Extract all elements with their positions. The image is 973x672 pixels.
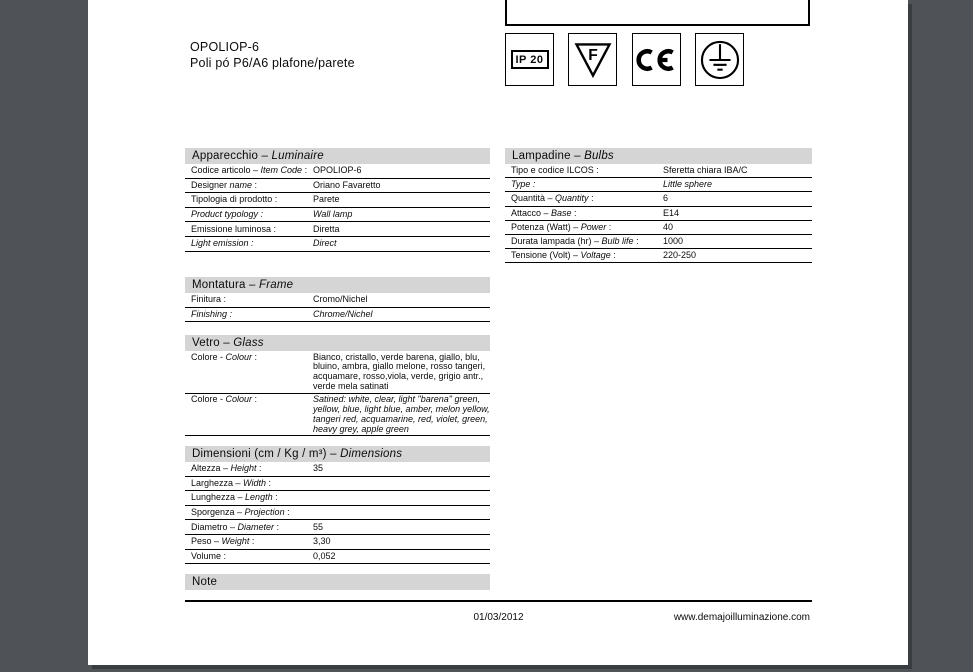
ip-rating-label: IP 20 — [511, 50, 549, 69]
table-row: Lunghezza – Length : — [185, 491, 490, 506]
table-row: Light emission : Direct — [185, 237, 490, 252]
table-row: Volume : 0,052 — [185, 550, 490, 565]
table-row: Diametro – Diameter : 55 — [185, 520, 490, 535]
f-mark-letter: F — [587, 46, 598, 64]
f-mark-icon — [568, 33, 617, 86]
table-row: Quantità – Quantity : 6 — [505, 192, 812, 206]
product-code: OPOLIOP-6 — [190, 40, 260, 54]
table-row: Peso – Weight : 3,30 — [185, 535, 490, 550]
table-row: Larghezza – Width : — [185, 477, 490, 492]
table-glass — [185, 335, 490, 436]
footer-date: 01/03/2012 — [473, 612, 524, 623]
table-row: Type : Little sphere — [505, 178, 812, 192]
table-luminaire — [185, 148, 490, 252]
section-header-bulbs: Lampadine – Bulbs — [505, 148, 812, 164]
section-header-glass: Vetro – Glass — [185, 335, 490, 351]
ip20-icon — [505, 33, 554, 86]
table-row: Colore - Colour : Satined: white, clear, light "barena" green, yellow, blue, light blue, amber, melon yellow, tangeri red, acquamarine, red, violet, green, heavy grey, apple green — [185, 394, 490, 437]
table-row: Tipologia di prodotto : Parete — [185, 193, 490, 208]
table-row: Potenza (Watt) – Power : 40 — [505, 221, 812, 235]
footer-website: www.demajoilluminazione.com — [673, 612, 810, 623]
table-note — [185, 574, 490, 590]
table-row: Tensione (Volt) – Voltage : 220-250 — [505, 249, 812, 263]
table-row: Colore - Colour : Bianco, cristallo, verde barena, giallo, blu, bluino, ambra, giallo melone, rosso tangeri, acquamare, rosso,viola, verde, grigio antr., verde mela satinati — [185, 351, 490, 394]
table-row: Tipo e codice ILCOS : Sferetta chiara IBA/C — [505, 164, 812, 178]
table-row: Product typology : Wall lamp — [185, 208, 490, 223]
table-row: Durata lampada (hr) – Bulb life : 1000 — [505, 235, 812, 249]
table-bulbs — [505, 148, 812, 263]
logo-box — [505, 0, 810, 26]
table-row: Sporgenza – Projection : — [185, 506, 490, 521]
table-row: Codice articolo – Item Code : OPOLIOP-6 — [185, 164, 490, 179]
table-frame — [185, 277, 490, 322]
footer-divider — [185, 600, 812, 602]
table-row: Finishing : Chrome/Nichel — [185, 308, 490, 323]
table-row: Altezza – Height : 35 — [185, 462, 490, 477]
table-dimensions — [185, 446, 490, 564]
earth-icon — [695, 33, 744, 86]
document-page — [88, 0, 908, 665]
section-header-frame: Montatura – Frame — [185, 277, 490, 293]
table-row: Emissione luminosa : Diretta — [185, 222, 490, 237]
section-header-luminaire: Apparecchio – Luminaire — [185, 148, 490, 164]
product-name: Poli pó P6/A6 plafone/parete — [190, 56, 355, 70]
section-header-note: Note — [185, 574, 490, 590]
product-title — [190, 39, 355, 71]
table-row: Finitura : Cromo/Nichel — [185, 293, 490, 308]
section-header-dimensions: Dimensioni (cm / Kg / m³) – Dimensions — [185, 446, 490, 462]
ce-mark-icon — [632, 33, 681, 86]
table-row: Attacco – Base : E14 — [505, 207, 812, 221]
table-row: Designer name : Oriano Favaretto — [185, 179, 490, 194]
